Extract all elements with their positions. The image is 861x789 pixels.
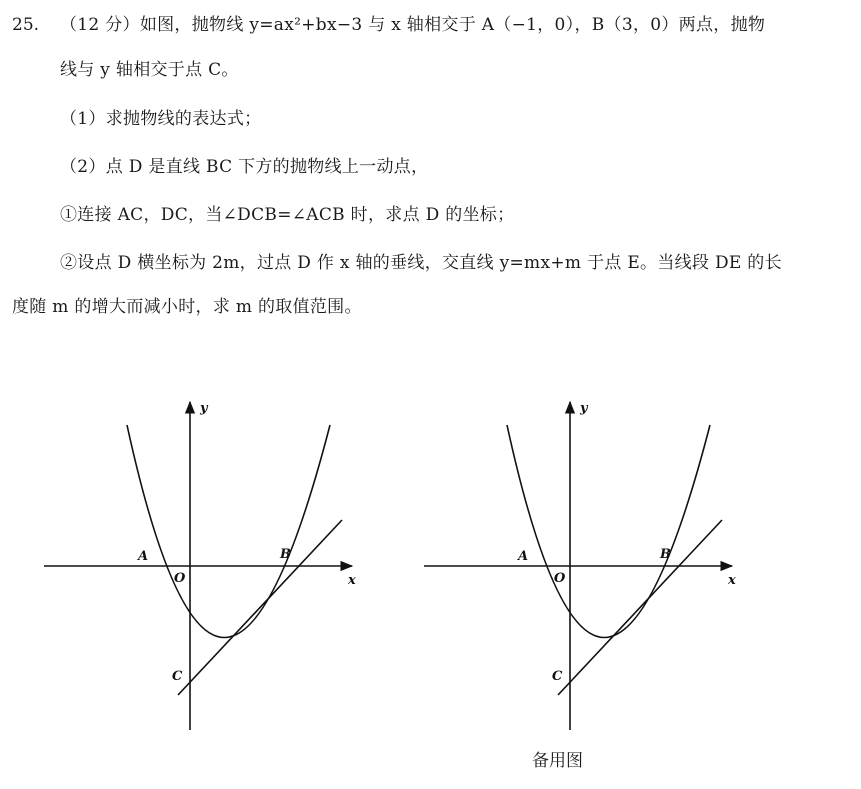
point-c-label: C <box>552 669 563 684</box>
x-axis-label: x <box>348 573 356 588</box>
point-c-label: C <box>172 669 183 684</box>
line-bc <box>558 520 722 695</box>
y-axis-label: y <box>580 401 588 416</box>
parabola-curve <box>507 425 710 638</box>
point-b-label: B <box>660 547 671 562</box>
question-stem-line-2: 线与 y 轴相交于点 C。 <box>60 60 239 80</box>
origin-label: O <box>554 571 566 586</box>
question-part-2a: ①连接 AC，DC，当∠DCB=∠ACB 时，求点 D 的坐标； <box>60 205 515 225</box>
question-part-1: （1）求抛物线的表达式； <box>60 109 262 129</box>
point-a-label: A <box>138 549 149 564</box>
x-axis-label: x <box>728 573 736 588</box>
question-part-2: （2）点 D 是直线 BC 下方的抛物线上一动点， <box>60 157 429 177</box>
spare-figure <box>410 390 750 750</box>
main-figure <box>30 390 370 750</box>
parabola-curve <box>127 425 330 638</box>
line-bc <box>178 520 342 695</box>
question-part-2b-line-1: ②设点 D 横坐标为 2m，过点 D 作 x 轴的垂线，交直线 y=mx+m 于点 E。当线段 DE 的长 <box>60 253 782 273</box>
spare-figure-caption: 备用图 <box>532 751 583 771</box>
y-axis-label: y <box>200 401 208 416</box>
point-a-label: A <box>518 549 529 564</box>
question-number: 25. <box>12 15 40 35</box>
origin-label: O <box>174 571 186 586</box>
point-b-label: B <box>280 547 291 562</box>
question-stem-line-1: （12 分）如图，抛物线 y=ax²+bx−3 与 x 轴相交于 A（−1，0），B（3，0）两点，抛物 <box>60 15 766 35</box>
question-part-2b-line-2: 度随 m 的增大而减小时，求 m 的取值范围。 <box>12 297 362 317</box>
